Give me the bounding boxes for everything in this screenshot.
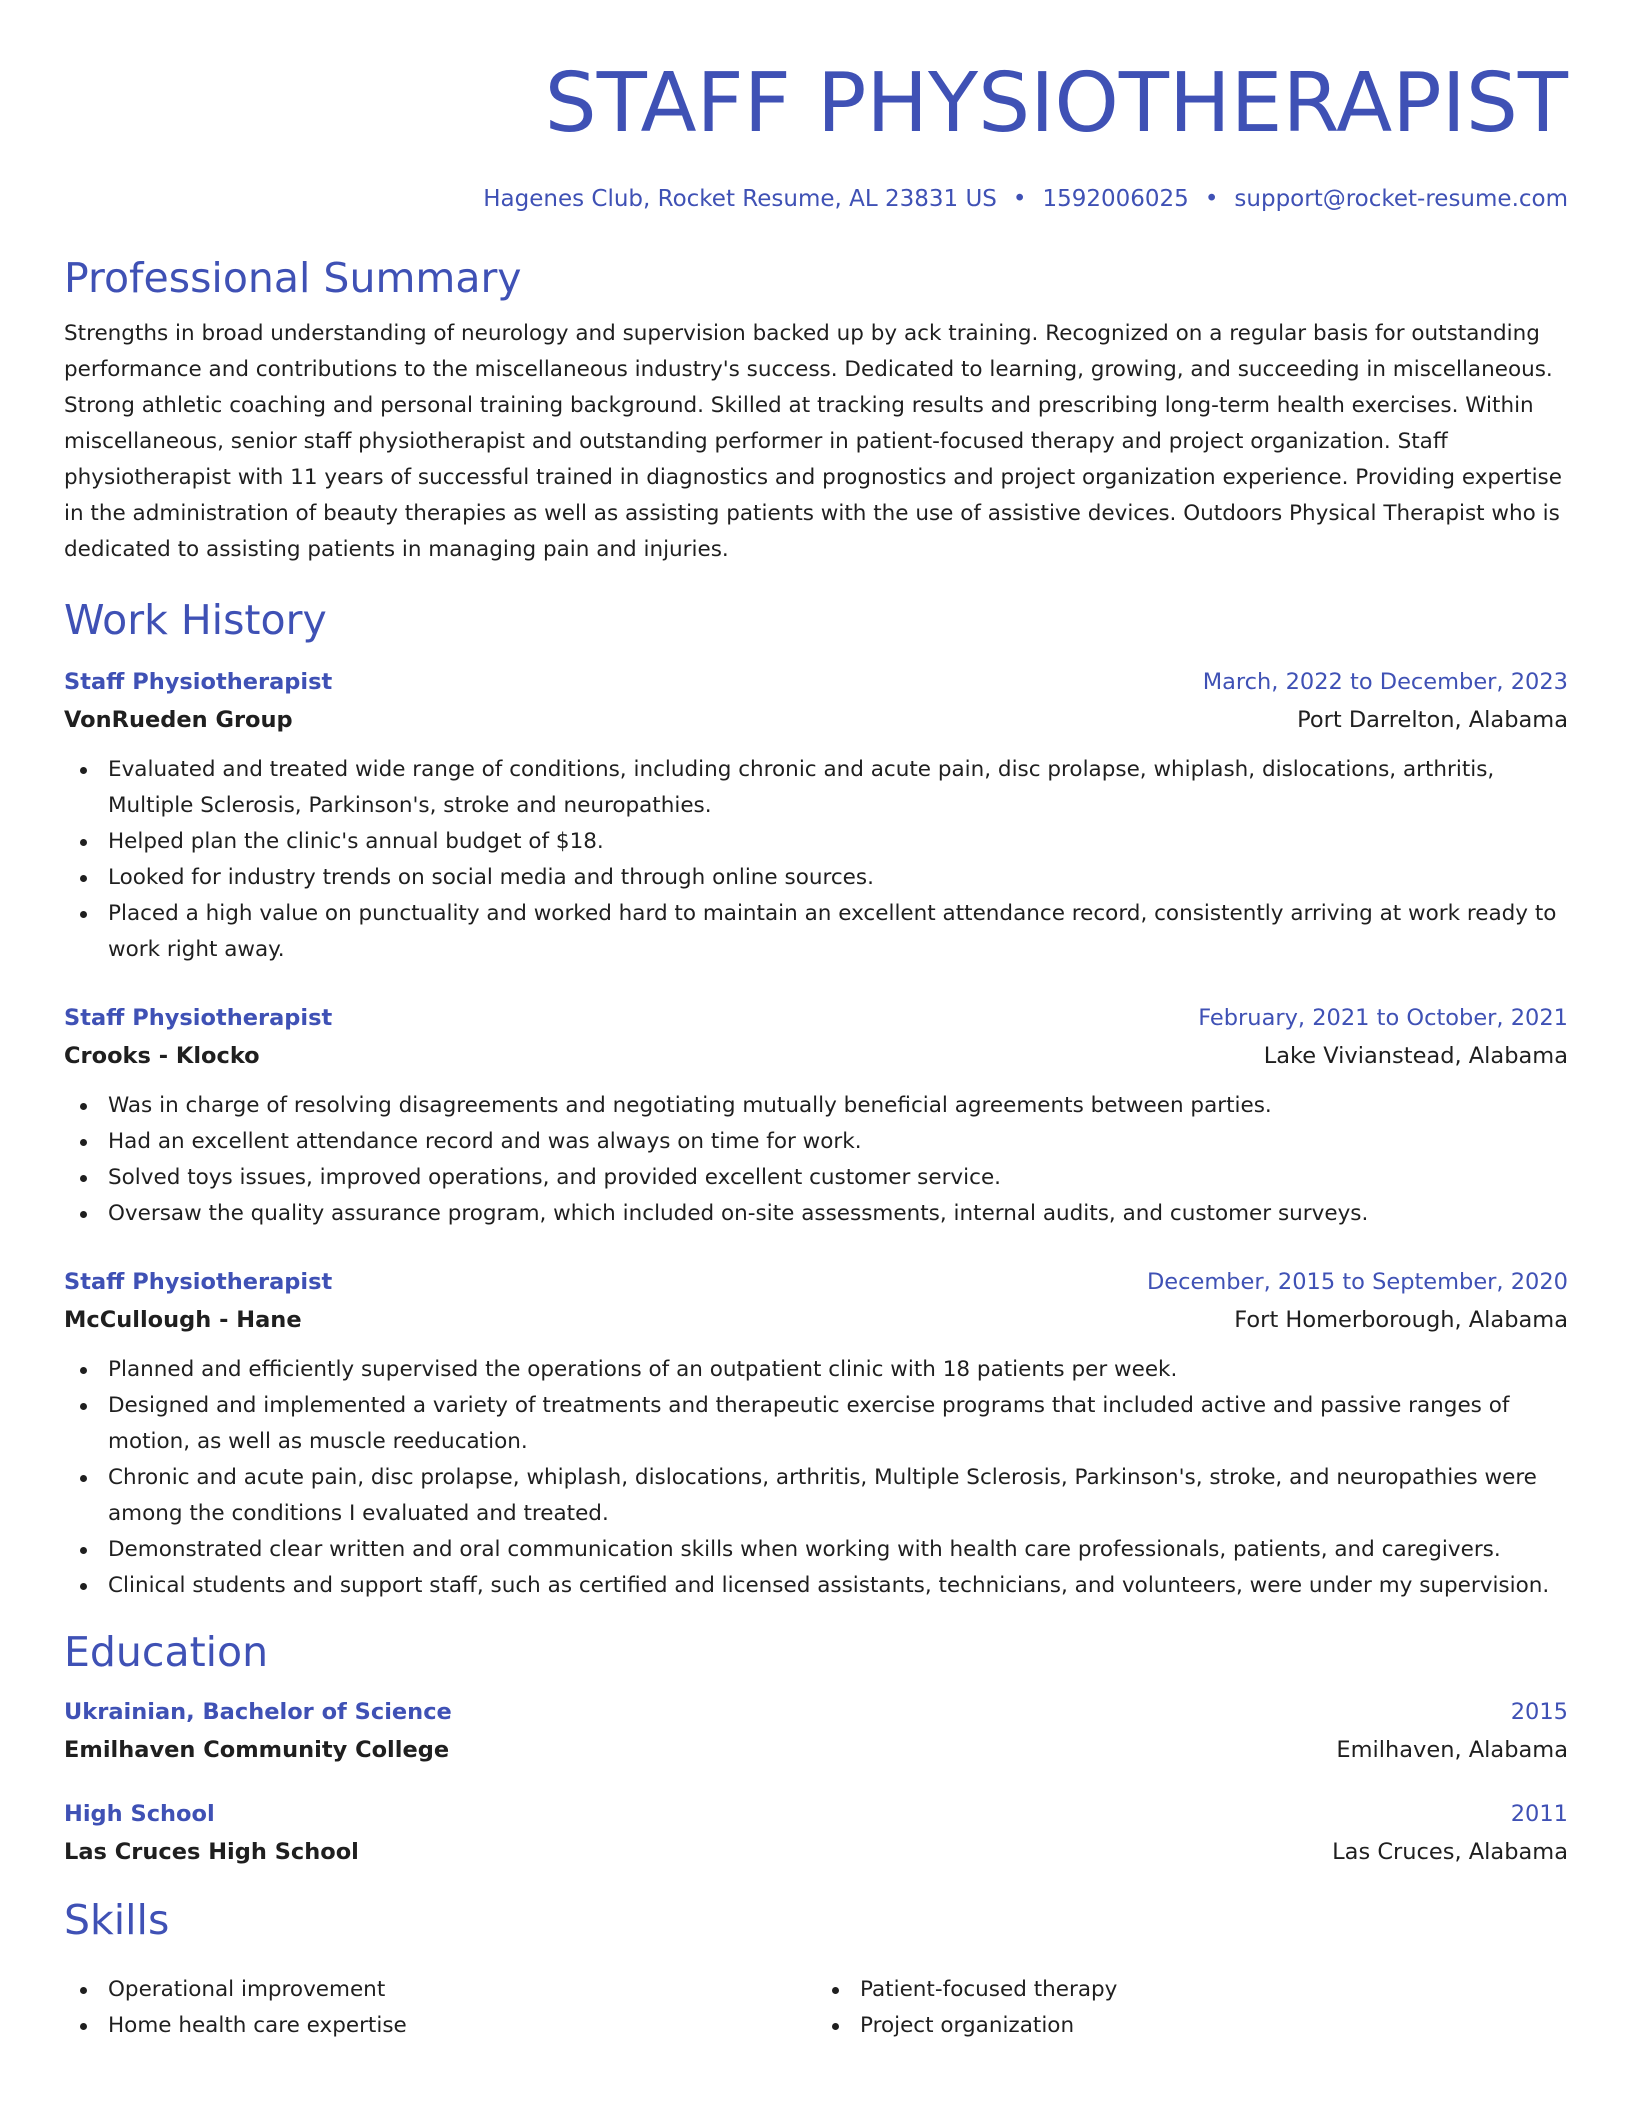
- list-item: Oversaw the quality assurance program, which included on-site assessments, internal audits, and customer surveys.: [64, 1196, 1568, 1232]
- job-bullets: [64, 1088, 1568, 1232]
- job-dates: February, 2021 to October, 2021: [1198, 1005, 1568, 1031]
- job-entry: [64, 1000, 1568, 1232]
- contact-email: support@rocket-resume.com: [1234, 186, 1568, 212]
- contact-separator: •: [1012, 186, 1027, 212]
- contact-phone: 1592006025: [1042, 186, 1189, 212]
- list-item: Looked for industry trends on social media and through online sources.: [64, 860, 1568, 896]
- skills-list-left: [64, 1972, 816, 2044]
- list-item: Clinical students and support staff, such as certified and licensed assistants, technicians, and volunteers, were under my supervision.: [64, 1568, 1568, 1604]
- job-bullets: [64, 1352, 1568, 1604]
- list-item: Demonstrated clear written and oral communication skills when working with health care professionals, patients, and caregivers.: [64, 1532, 1568, 1568]
- summary-section: [64, 252, 1568, 568]
- job-company: VonRueden Group: [64, 707, 293, 733]
- summary-heading: Professional Summary: [64, 254, 522, 302]
- education-year: 2015: [1510, 1699, 1568, 1725]
- job-entry: [64, 1264, 1568, 1604]
- list-item: Planned and efficiently supervised the operations of an outpatient clinic with 18 patients per week.: [64, 1352, 1568, 1388]
- list-item: Placed a high value on punctuality and worked hard to maintain an excellent attendance record, consistently arriving at work ready to work right away.: [64, 896, 1568, 968]
- job-location: Fort Homerborough, Alabama: [1234, 1307, 1568, 1333]
- skills-columns: [64, 1960, 1568, 2044]
- skills-section: [64, 1894, 1568, 2044]
- education-year: 2011: [1510, 1801, 1568, 1827]
- education-entry: [64, 1694, 1568, 1770]
- list-item: Helped plan the clinic's annual budget of $18.: [64, 824, 1568, 860]
- skills-list-right: [816, 1972, 1568, 2044]
- job-location: Port Darrelton, Alabama: [1297, 707, 1568, 733]
- education-degree: High School: [64, 1801, 215, 1827]
- contact-address: Hagenes Club, Rocket Resume, AL 23831 US: [483, 186, 997, 212]
- resume-header: [64, 0, 1568, 216]
- education-heading: Education: [64, 1628, 269, 1676]
- list-item: Home health care expertise: [64, 2008, 816, 2044]
- contact-line: [64, 182, 1568, 216]
- job-entry: [64, 664, 1568, 968]
- list-item: Evaluated and treated wide range of conditions, including chronic and acute pain, disc prolapse, whiplash, dislocations, arthritis, Multiple Sclerosis, Parkinson's, stroke and neuropathies.: [64, 752, 1568, 824]
- education-section: [64, 1626, 1568, 1872]
- list-item: Had an excellent attendance record and was always on time for work.: [64, 1124, 1568, 1160]
- list-item: Patient-focused therapy: [816, 1972, 1568, 2008]
- page-title: STAFF PHYSIOTHERAPIST: [544, 56, 1568, 151]
- education-location: Emilhaven, Alabama: [1336, 1737, 1568, 1763]
- job-bullets: [64, 752, 1568, 968]
- list-item: Operational improvement: [64, 1972, 816, 2008]
- education-degree: Ukrainian, Bachelor of Science: [64, 1699, 452, 1725]
- job-location: Lake Vivianstead, Alabama: [1263, 1043, 1568, 1069]
- list-item: Project organization: [816, 2008, 1568, 2044]
- list-item: Solved toys issues, improved operations, and provided excellent customer service.: [64, 1160, 1568, 1196]
- job-role: Staff Physiotherapist: [64, 1269, 333, 1295]
- list-item: Was in charge of resolving disagreements and negotiating mutually beneficial agreements between parties.: [64, 1088, 1568, 1124]
- job-role: Staff Physiotherapist: [64, 669, 333, 695]
- job-dates: December, 2015 to September, 2020: [1146, 1269, 1568, 1295]
- summary-text: Strengths in broad understanding of neurology and supervision backed up by ack training. Recognized on a regular basis for outstanding performance and contributions to the miscellaneous industry's success. Dedicated to learning, growing, and succeeding in miscellaneous. Strong athletic coaching and personal training background. Skilled at tracking results and prescribing long-term health exercises. Within miscellaneous, senior staff physiotherapist and outstanding performer in patient-focused therapy and project organization. Staff physiotherapist with 11 years of successful trained in diagnostics and prognostics and project organization experience. Providing expertise in the administration of beauty therapies as well as assisting patients with the use of assistive devices. Outdoors Physical Therapist who is dedicated to assisting patients in managing pain and injuries.: [64, 321, 1562, 562]
- education-school: Las Cruces High School: [64, 1839, 359, 1865]
- job-company: Crooks - Klocko: [64, 1043, 260, 1069]
- work-history-section: [64, 594, 1568, 1604]
- job-role: Staff Physiotherapist: [64, 1005, 333, 1031]
- job-dates: March, 2022 to December, 2023: [1202, 669, 1568, 695]
- job-company: McCullough - Hane: [64, 1307, 302, 1333]
- contact-separator: •: [1204, 186, 1219, 212]
- list-item: Designed and implemented a variety of treatments and therapeutic exercise programs that included active and passive ranges of motion, as well as muscle reeducation.: [64, 1388, 1568, 1460]
- education-entry: [64, 1796, 1568, 1872]
- work-history-heading: Work History: [64, 596, 327, 644]
- list-item: Chronic and acute pain, disc prolapse, whiplash, dislocations, arthritis, Multiple Sclerosis, Parkinson's, stroke, and neuropathies were among the conditions I evaluated and treated.: [64, 1460, 1568, 1532]
- education-school: Emilhaven Community College: [64, 1737, 450, 1763]
- education-location: Las Cruces, Alabama: [1332, 1839, 1568, 1865]
- skills-heading: Skills: [64, 1896, 170, 1944]
